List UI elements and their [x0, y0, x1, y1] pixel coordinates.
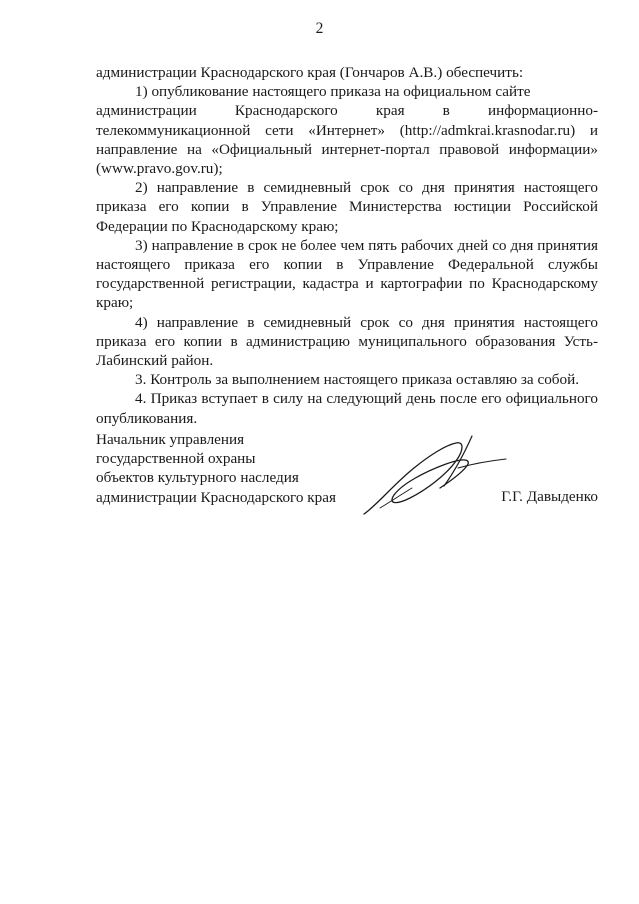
signer-title-line-3: объектов культурного наследия [96, 469, 299, 487]
paragraph-item-4: 4) направление в семидневный срок со дня принятия настоящего приказа его копии в администрацию муниципального образования Усть-Лабинский район. [96, 313, 598, 370]
signer-title-line-1: Начальник управления [96, 431, 245, 448]
paragraph-clause-3: 3. Контроль за выполнением настоящего приказа оставляю за собой. [135, 371, 580, 389]
paragraph-intro: администрации Краснодарского края (Гончаров А.В.) обеспечить: [96, 64, 524, 81]
page-number: 2 [315, 20, 324, 37]
signer-title-line-2: государственной охраны [96, 450, 256, 468]
paragraph-item-3: 3) направление в срок не более чем пять рабочих дней со дня принятия настоящего приказа его копии в Управление Федеральной службы государственной регистрации, кадастра и картографии по Краснодарскому краю; [96, 236, 598, 312]
signer-title [96, 430, 356, 507]
item-1-line-2: администрации Краснодарского края в информационно- [96, 102, 598, 120]
item-1-line-1: 1) опубликование настоящего приказа на официальном сайте [135, 83, 531, 101]
paragraph-clause-4: 4. Приказ вступает в силу на следующий день после его официального опубликования. [96, 390, 598, 427]
item-1-line-4: направление на «Официальный интернет-портал правовой информации» [96, 140, 598, 158]
order-body [96, 63, 598, 428]
item-1-line-5: (www.pravo.gov.ru); [96, 160, 223, 178]
paragraph-item-1 [96, 82, 598, 178]
paragraph-item-2: 2) направление в семидневный срок со дня принятия настоящего приказа его копии в Управление Министерства юстиции Российской Федерации по Краснодарскому краю; [96, 179, 598, 235]
item-1-line-3: телекоммуникационной сети «Интернет» (http://admkrai.krasnodar.ru) и [96, 121, 598, 139]
signature-block [96, 430, 598, 520]
signer-name: Г.Г. Давыденко [501, 488, 598, 505]
signer-title-line-4: администрации Краснодарского края [96, 488, 336, 506]
handwritten-signature [360, 428, 510, 518]
